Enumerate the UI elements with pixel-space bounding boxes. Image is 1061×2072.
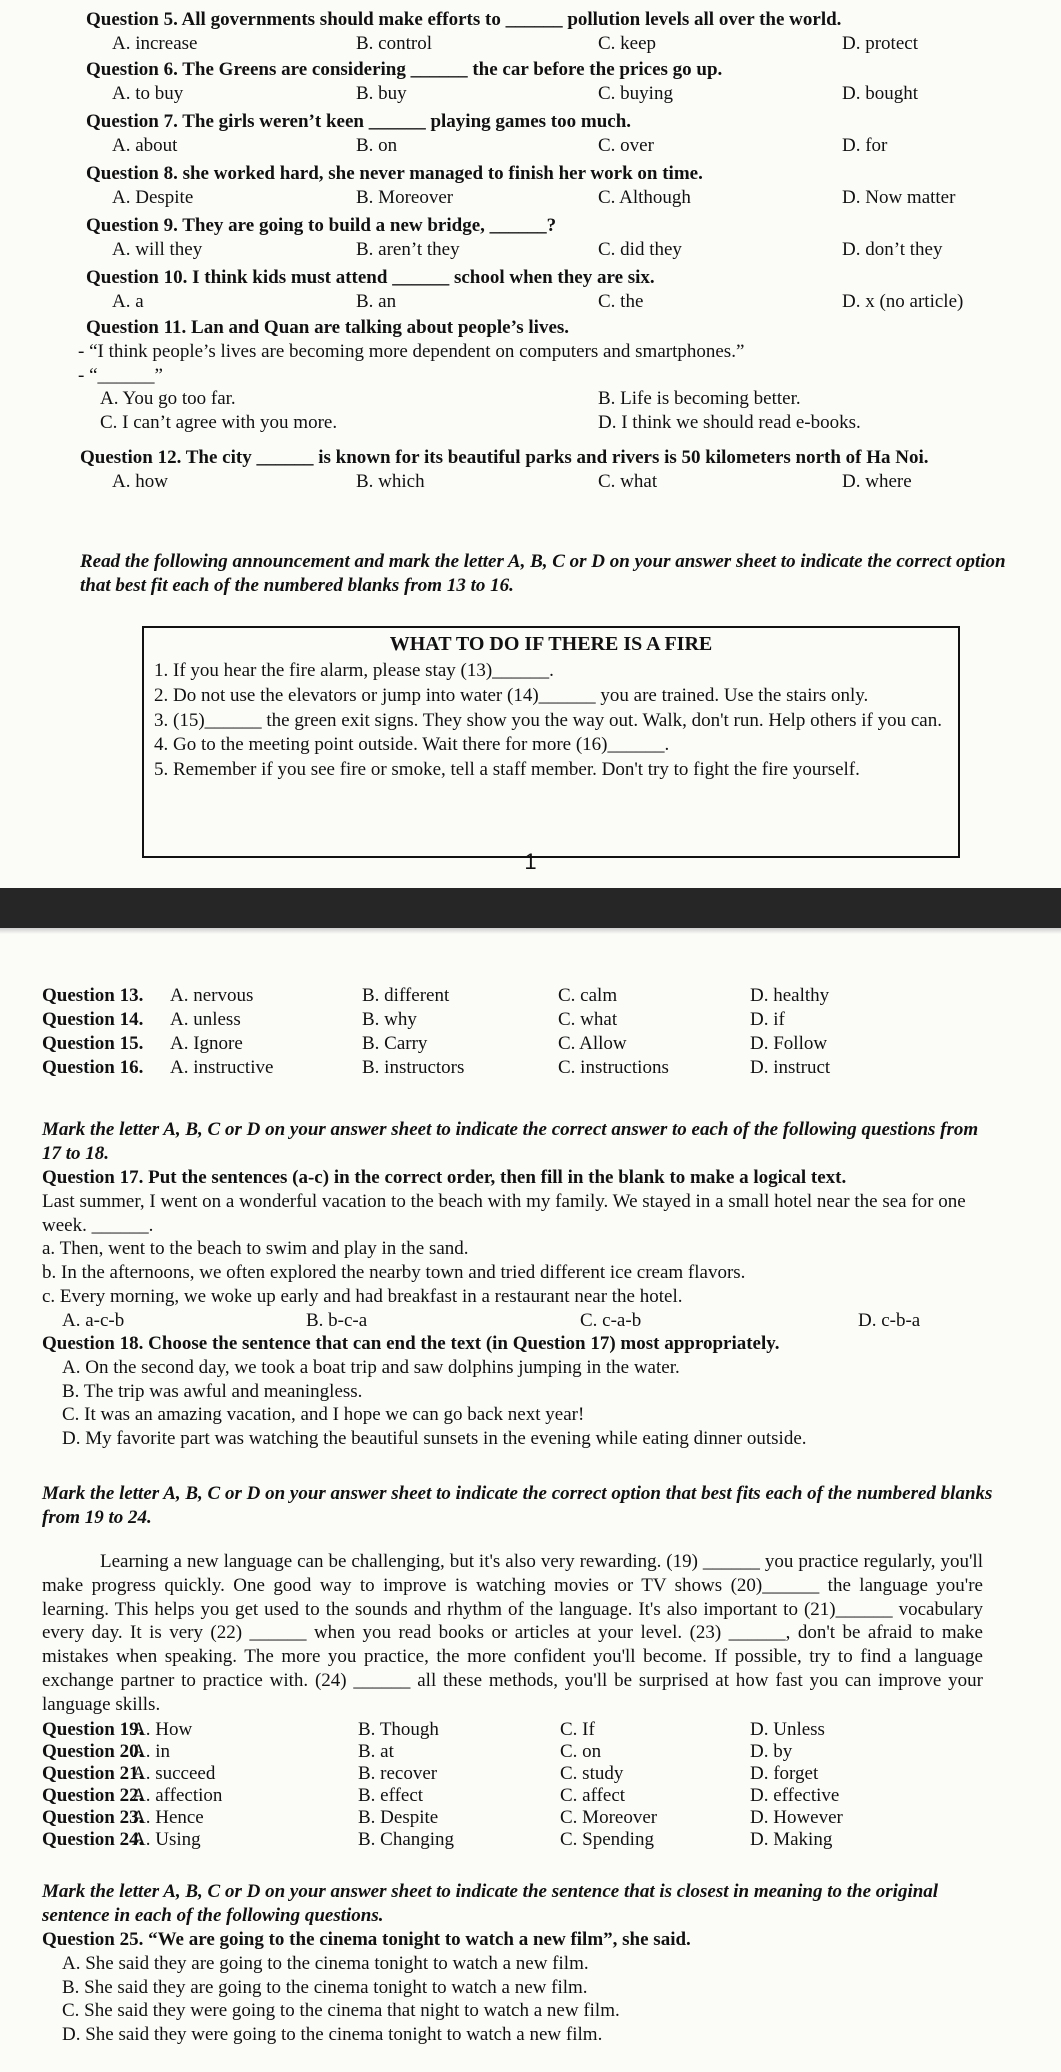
exam-page-1 (0, 0, 1061, 888)
question-stem: Question 12. The city ______ is known for its beautiful parks and rivers is 50 kilometers north of Ha Noi. (80, 447, 929, 468)
question-7 (0, 110, 1061, 158)
option-c: C. Spending (560, 1829, 654, 1850)
option-c: C. instructions (558, 1057, 669, 1078)
sentence-a: a. Then, went to the beach to swim and play in the sand. (42, 1238, 469, 1260)
question-label: Question 21. (42, 1763, 144, 1784)
question-24 (0, 1828, 1061, 1852)
question-stem: Question 5. All governments should make efforts to ______ pollution levels all over the world. (86, 9, 842, 30)
option-a: A. in (132, 1741, 170, 1762)
question-11 (0, 316, 1061, 435)
option-b: B. why (362, 1009, 417, 1030)
option-d: D. Follow (750, 1033, 828, 1054)
question-8 (0, 162, 1061, 210)
question-stem: Question 18. Choose the sentence that can end the text (in Question 17) most appropriately. (42, 1333, 780, 1354)
option-a: A. unless (170, 1009, 241, 1030)
question-stem: Question 10. I think kids must attend ______ school when they are six. (86, 267, 655, 288)
question-22 (0, 1784, 1061, 1808)
notice-item-3: 3. (15)______ the green exit signs. They show you the way out. Walk, don't run. Help others if you can. (154, 709, 942, 731)
option-b: B. Despite (358, 1807, 439, 1828)
reading-passage: Learning a new language can be challenging, but it's also very rewarding. (19) ______ you practice regularly, you'll make progress quickly. One good way to improve is watching movies or TV shows (20)______ the language you're learning. This helps you get used to the sounds and rhythm of the language. It's also important to (21)______ vocabulary every day. It is very (22) ______ when you read books or articles at your level. (23) ______, don't be afraid to make mistakes when speaking. The more you practice, the more confident you'll become. If possible, try to find a language exchange partner to practice with. (24) ______ all these methods, you'll be surprised at how fast you can improve your language skills. (42, 1551, 983, 1715)
option-c: C. the (598, 290, 644, 312)
question-stem: Question 11. Lan and Quan are talking about people’s lives. (86, 317, 570, 338)
option-c: C. She said they were going to the cinema that night to watch a new film. (62, 2000, 620, 2022)
sentence-b: b. In the afternoons, we often explored the nearby town and tried different ice cream flavors. (42, 1262, 746, 1283)
option-d: D. My favorite part was watching the beautiful sunsets in the evening while eating dinner outside. (62, 1428, 807, 1449)
option-a: A. Using (132, 1829, 201, 1850)
question-5 (0, 8, 1061, 56)
notice-item-1: 1. If you hear the fire alarm, please stay (13)______. (154, 660, 554, 681)
option-a: A. to buy (112, 82, 184, 104)
option-a: A. Ignore (170, 1033, 243, 1054)
notice-title: WHAT TO DO IF THERE IS A FIRE (389, 633, 713, 655)
option-d: D. She said they were going to the cinema tonight to watch a new film. (62, 2024, 603, 2045)
option-a: A. will they (112, 238, 203, 260)
notice-item-5: 5. Remember if you see fire or smoke, tell a staff member. Don't try to fight the fire yourself. (154, 759, 860, 780)
question-6 (0, 58, 1061, 106)
question-label: Question 19. (42, 1719, 144, 1740)
option-d: D. x (no article) (842, 290, 964, 312)
option-c: C. what (558, 1009, 618, 1030)
option-b: B. b-c-a (306, 1309, 368, 1331)
option-b: B. aren’t they (356, 238, 460, 260)
option-c: C. over (598, 134, 654, 156)
option-a: A. Despite (112, 186, 194, 208)
dialogue-line-2: - “______” (78, 364, 163, 386)
option-c: C. If (560, 1719, 595, 1740)
option-c: C. what (598, 470, 658, 492)
option-a: A. instructive (170, 1057, 274, 1078)
question-label: Question 14. (42, 1009, 144, 1030)
option-a: A. On the second day, we took a boat trip and saw dolphins jumping in the water. (62, 1356, 680, 1378)
question-19 (0, 1718, 1061, 1742)
option-d: D. healthy (750, 985, 830, 1006)
question-18 (0, 1332, 1061, 1451)
dialogue-line-1: - “I think people’s lives are becoming more dependent on computers and smartphones.” (78, 340, 745, 362)
option-a: A. affection (132, 1785, 223, 1806)
page-number: 1 (524, 849, 537, 874)
question-16 (0, 1056, 1061, 1080)
option-c: C. keep (598, 32, 657, 54)
option-c: C. did they (598, 238, 682, 260)
option-d: D. Unless (750, 1719, 825, 1740)
exam-page-2 (0, 928, 1061, 2072)
question-stem: Question 8. she worked hard, she never managed to finish her work on time. (86, 163, 703, 184)
option-c: C. I can’t agree with you more. (100, 412, 338, 434)
option-a: A. She said they are going to the cinema tonight to watch a new film. (62, 1952, 589, 1974)
question-21 (0, 1762, 1061, 1786)
option-b: B. Changing (358, 1829, 455, 1850)
option-c: C. Moreover (560, 1807, 658, 1828)
page-separator (0, 888, 1061, 928)
instruction-17-18: Mark the letter A, B, C or D on your answer sheet to indicate the correct answer to each of the following questions from 17 to 18. (42, 1119, 979, 1164)
notice-item-2: 2. Do not use the elevators or jump into water (14)______ you are trained. Use the stairs only. (154, 684, 869, 706)
option-c: C. calm (558, 985, 618, 1006)
option-b: B. which (356, 470, 425, 492)
question-stem: Question 17. Put the sentences (a-c) in the correct order, then fill in the blank to make a logical text. (42, 1167, 847, 1188)
option-a: A. about (112, 134, 178, 156)
option-b: B. Life is becoming better. (598, 388, 801, 410)
option-d: D. I think we should read e-books. (598, 412, 861, 434)
option-b: B. instructors (362, 1057, 465, 1078)
option-d: D. for (842, 134, 888, 156)
question-25 (0, 1928, 1061, 2047)
option-b: B. different (362, 985, 450, 1006)
question-14 (0, 1008, 1061, 1032)
option-d: D. don’t they (842, 238, 943, 260)
option-a: A. Hence (132, 1807, 204, 1828)
option-b: B. effect (358, 1785, 424, 1806)
option-d: D. instruct (750, 1057, 831, 1078)
option-d: D. where (842, 470, 912, 492)
option-d: D. effective (750, 1785, 840, 1806)
question-stem: Question 6. The Greens are considering ______ the car before the prices go up. (86, 59, 723, 80)
question-9 (0, 214, 1061, 262)
option-b: B. recover (358, 1763, 438, 1784)
question-label: Question 15. (42, 1033, 144, 1054)
option-a: A. You go too far. (100, 388, 236, 410)
question-label: Question 20. (42, 1741, 144, 1762)
question-label: Question 16. (42, 1057, 144, 1078)
option-d: D. c-b-a (858, 1309, 921, 1331)
option-b: B. The trip was awful and meaningless. (62, 1380, 363, 1402)
option-a: A. how (112, 470, 168, 492)
option-a: A. a-c-b (62, 1309, 125, 1331)
question-10 (0, 266, 1061, 314)
question-stem: Question 25. “We are going to the cinema tonight to watch a new film”, she said. (42, 1929, 691, 1950)
option-b: B. on (356, 134, 398, 156)
option-d: D. bought (842, 82, 918, 104)
question-20 (0, 1740, 1061, 1764)
option-b: B. Moreover (356, 186, 454, 208)
option-c: C. on (560, 1741, 602, 1762)
option-c: C. It was an amazing vacation, and I hope we can go back next year! (62, 1404, 585, 1426)
option-a: A. increase (112, 32, 198, 54)
option-d: D. Making (750, 1829, 833, 1850)
question-23 (0, 1806, 1061, 1830)
page-shadow (0, 928, 1061, 934)
question-stem: Question 7. The girls weren’t keen ______ playing games too much. (86, 111, 632, 132)
option-d: D. forget (750, 1763, 819, 1784)
question-12 (0, 446, 1061, 494)
question-label: Question 22. (42, 1785, 144, 1806)
option-a: A. succeed (132, 1763, 216, 1784)
option-c: C. affect (560, 1785, 626, 1806)
option-c: C. c-a-b (580, 1309, 642, 1331)
question-label: Question 13. (42, 985, 144, 1006)
question-text: Last summer, I went on a wonderful vacation to the beach with my family. We stayed in a small hotel near the sea for one week. ______. (42, 1190, 966, 1236)
option-b: B. control (356, 32, 432, 54)
option-d: D. by (750, 1741, 793, 1762)
option-a: A. nervous (170, 985, 254, 1006)
option-b: B. Carry (362, 1033, 428, 1054)
option-b: B. Though (358, 1719, 439, 1740)
option-c: C. buying (598, 82, 673, 104)
question-17 (0, 1166, 1061, 1333)
option-b: B. buy (356, 82, 407, 104)
sentence-c: c. Every morning, we woke up early and had breakfast in a restaurant near the hotel. (42, 1285, 683, 1307)
question-13 (0, 984, 1061, 1008)
question-label: Question 23. (42, 1807, 144, 1828)
instruction-19-24: Mark the letter A, B, C or D on your answer sheet to indicate the correct option that best fits each of the numbered blanks from 19 to 24. (42, 1483, 993, 1528)
option-d: D. However (750, 1807, 843, 1828)
question-stem: Question 9. They are going to build a new bridge, ______? (86, 215, 557, 236)
fire-notice-box (142, 626, 960, 858)
option-b: B. an (356, 290, 397, 312)
option-c: C. study (560, 1763, 624, 1784)
option-d: D. if (750, 1009, 785, 1030)
option-a: A. a (112, 290, 144, 312)
option-b: B. at (358, 1741, 394, 1762)
instruction-25: Mark the letter A, B, C or D on your answer sheet to indicate the sentence that is closest in meaning to the original sentence in each of the following questions. (42, 1881, 939, 1926)
option-a: A. How (132, 1719, 193, 1740)
option-b: B. She said they are going to the cinema tonight to watch a new film. (62, 1976, 588, 1998)
notice-item-4: 4. Go to the meeting point outside. Wait there for more (16)______. (154, 734, 670, 756)
option-c: C. Although (598, 186, 691, 208)
option-c: C. Allow (558, 1033, 627, 1054)
question-label: Question 24. (42, 1829, 144, 1850)
instruction-13-16: Read the following announcement and mark the letter A, B, C or D on your answer sheet to indicate the correct option that best fit each of the numbered blanks from 13 to 16. (80, 551, 1006, 596)
option-d: D. Now matter (842, 186, 956, 208)
option-d: D. protect (842, 32, 918, 54)
question-15 (0, 1032, 1061, 1056)
